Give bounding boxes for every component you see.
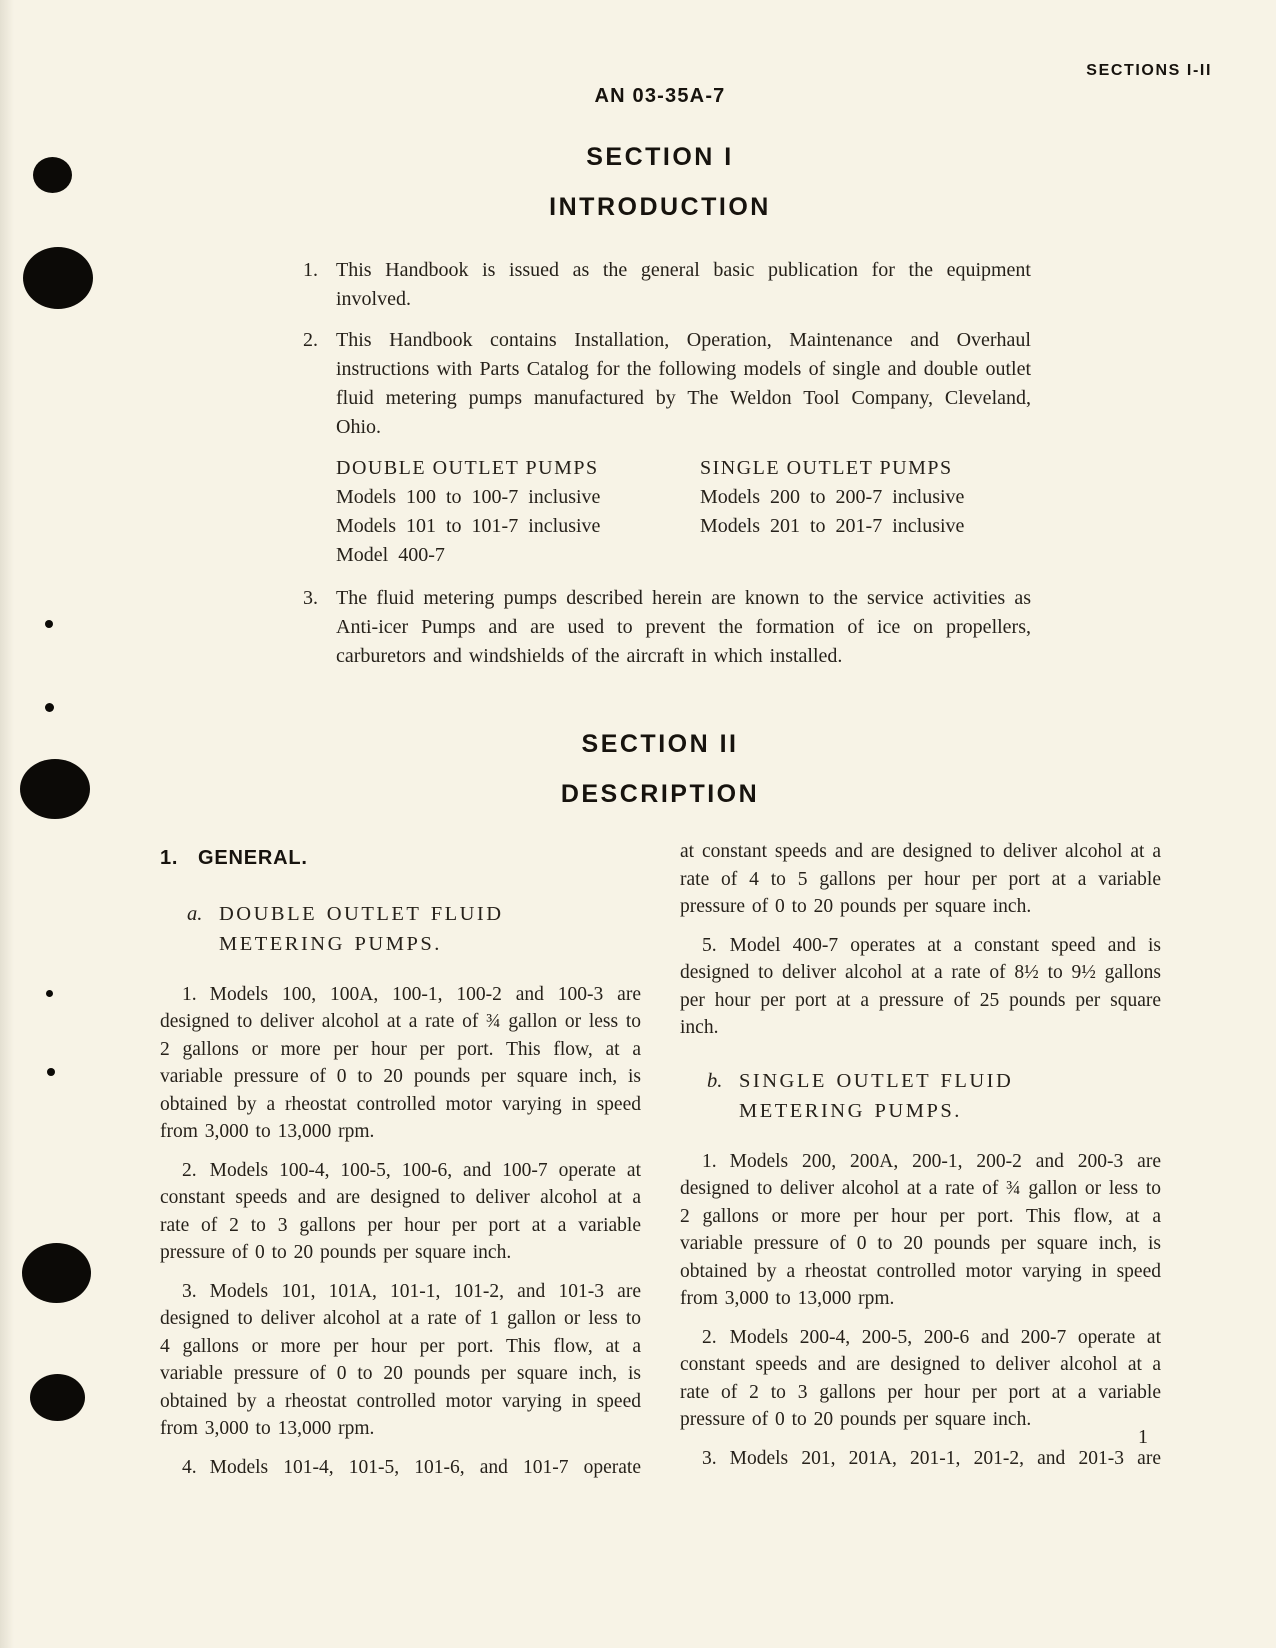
paragraph-text: Models 100-4, 100-5, 100-6, and 100-7 operate at constant speeds and are designed to deliver alcohol at a rate of 2 to 3 gallons per hour per port at a variable pressure of 0 to 20 pounds per square inch. <box>160 1159 641 1263</box>
paragraph-text: Model 400-7 operates at a constant speed and is designed to deliver alcohol at a rate of 8½ to 9½ gallons per hour per port at a pressure of 25 pounds per square inch. <box>680 934 1161 1038</box>
double-outlet-pump-list <box>336 454 600 570</box>
ink-speck <box>47 1068 55 1076</box>
paragraph-number: 3. <box>303 587 318 609</box>
running-head: SECTIONS I-II <box>1086 62 1212 79</box>
introduction-block <box>303 256 1031 683</box>
subheading-lines <box>219 899 504 959</box>
body-paragraph <box>680 932 1161 1042</box>
continuation-paragraph: at constant speeds and are designed to deliver alcohol at a rate of 4 to 5 gallons per hour per port at a variable pressure of 0 to 20 pounds per square inch. <box>680 841 1161 917</box>
paragraph-text: Models 200-4, 200-5, 200-6 and 200-7 operate at constant speeds and are designed to deliver alcohol at a rate of 2 to 3 gallons per hour per port at a variable pressure of 0 to 20 pounds per square inch. <box>680 1326 1161 1430</box>
right-column <box>680 838 1161 1483</box>
paragraph-text: Models 101, 101A, 101-1, 101-2, and 101-3 are designed to deliver alcohol at a rate of 1 gallon or less to 4 gallons or more per hour per port. This flow, at a variable pressure of 0 to 20 pounds per square inch, is obtained by a rheostat controlled motor varying in speed from 3,000 to 13,000 rpm. <box>160 1280 641 1439</box>
heading-number: 1. <box>160 847 179 869</box>
body-paragraph <box>680 1148 1161 1313</box>
paragraph-number: 1. <box>182 983 197 1005</box>
ink-speck <box>45 620 53 628</box>
pump-list-item: Models 201 to 201-7 inclusive <box>700 515 965 537</box>
paragraph-text: Models 201, 201A, 201-1, 201-2, and 201-3 are <box>729 1447 1161 1469</box>
left-column <box>160 845 641 1492</box>
paragraph-text: Models 200, 200A, 200-1, 200-2 and 200-3 are designed to deliver alcohol at a rate of ¾ gallon or less to 2 gallons or more per hour per port. This flow, at a variable pressure of 0 to 20 pounds per square inch, is obtained by a rheostat controlled motor varying in speed from 3,000 to 13,000 rpm. <box>680 1150 1161 1309</box>
subheading-double-outlet <box>187 899 641 959</box>
body-paragraph <box>160 1278 641 1443</box>
ink-blot <box>33 157 72 193</box>
subheading-lines <box>739 1066 1013 1126</box>
subheading-single-outlet <box>707 1066 1161 1126</box>
body-paragraph <box>680 1324 1161 1434</box>
subheading-line: METERING PUMPS. <box>739 1099 962 1122</box>
pump-list-item: Model 400-7 <box>336 544 445 566</box>
pump-list-item: Models 100 to 100-7 inclusive <box>336 486 601 508</box>
paragraph-text: This Handbook is issued as the general basic publication for the equipment involved. <box>336 259 1031 310</box>
subheading-letter: a. <box>187 902 203 925</box>
pump-list-item: Models 200 to 200-7 inclusive <box>700 486 965 508</box>
pump-model-lists <box>303 454 1031 572</box>
intro-paragraph <box>303 584 1031 671</box>
page-number: 1 <box>1138 1426 1148 1448</box>
paragraph-text: The fluid metering pumps described herein are known to the service activities as Anti-icer Pumps and are used to prevent the formation of ice on propellers, carburetors and windshields of the aircraft in which installed. <box>336 587 1031 667</box>
pump-list-item: Models 101 to 101-7 inclusive <box>336 515 601 537</box>
pump-list-title: SINGLE OUTLET PUMPS <box>700 457 953 479</box>
paragraph-number: 1. <box>303 259 318 281</box>
paragraph-text: This Handbook contains Installation, Operation, Maintenance and Overhaul instructions with Parts Catalog for the following models of single and double outlet fluid metering pumps manufactured by The Weldon Tool Company, Cleveland, Ohio. <box>336 329 1031 438</box>
paragraph-number: 1. <box>702 1150 717 1172</box>
ink-speck <box>46 990 53 997</box>
body-paragraph <box>680 1445 1161 1473</box>
body-paragraph <box>160 1157 641 1267</box>
ink-blot <box>22 1243 91 1303</box>
subheading-line: METERING PUMPS. <box>219 932 442 955</box>
section1-heading: INTRODUCTION <box>549 193 771 221</box>
section2-heading: DESCRIPTION <box>560 780 760 808</box>
paragraph-number: 5. <box>702 934 717 956</box>
paragraph-text: Models 100, 100A, 100-1, 100-2 and 100-3 are designed to deliver alcohol at a rate of ¾ gallon or less to 2 gallons or more per hour per port. This flow, at a variable pressure of 0 to 20 pounds per square inch, is obtained by a rheostat controlled motor varying in speed from 3,000 to 13,000 rpm. <box>160 983 641 1142</box>
paragraph-number: 3. <box>182 1280 197 1302</box>
heading-label: GENERAL. <box>198 847 308 869</box>
paragraph-number: 2. <box>182 1159 197 1181</box>
ink-blot <box>20 759 90 819</box>
body-paragraph <box>160 981 641 1146</box>
ink-speck <box>45 703 54 712</box>
body-paragraph <box>160 1454 641 1482</box>
paragraph-number: 3. <box>702 1447 717 1469</box>
intro-paragraph <box>303 326 1031 442</box>
subheading-letter: b. <box>707 1069 723 1092</box>
pump-list-title: DOUBLE OUTLET PUMPS <box>336 457 599 479</box>
ink-blot <box>23 247 93 309</box>
general-heading <box>160 845 641 873</box>
section1-title: SECTION I <box>586 143 734 171</box>
subheading-line: DOUBLE OUTLET FLUID <box>219 902 504 925</box>
subheading-line: SINGLE OUTLET FLUID <box>739 1069 1014 1092</box>
paragraph-number: 4. <box>182 1456 197 1478</box>
intro-paragraph <box>303 256 1031 314</box>
paragraph-number: 2. <box>303 329 318 351</box>
paragraph-number: 2. <box>702 1326 717 1348</box>
paragraph-text: Models 101-4, 101-5, 101-6, and 101-7 operate <box>209 1456 641 1478</box>
section2-title: SECTION II <box>581 730 739 758</box>
doc-number: AN 03-35A-7 <box>594 85 726 107</box>
ink-blot <box>30 1374 85 1421</box>
single-outlet-pump-list <box>700 454 964 541</box>
